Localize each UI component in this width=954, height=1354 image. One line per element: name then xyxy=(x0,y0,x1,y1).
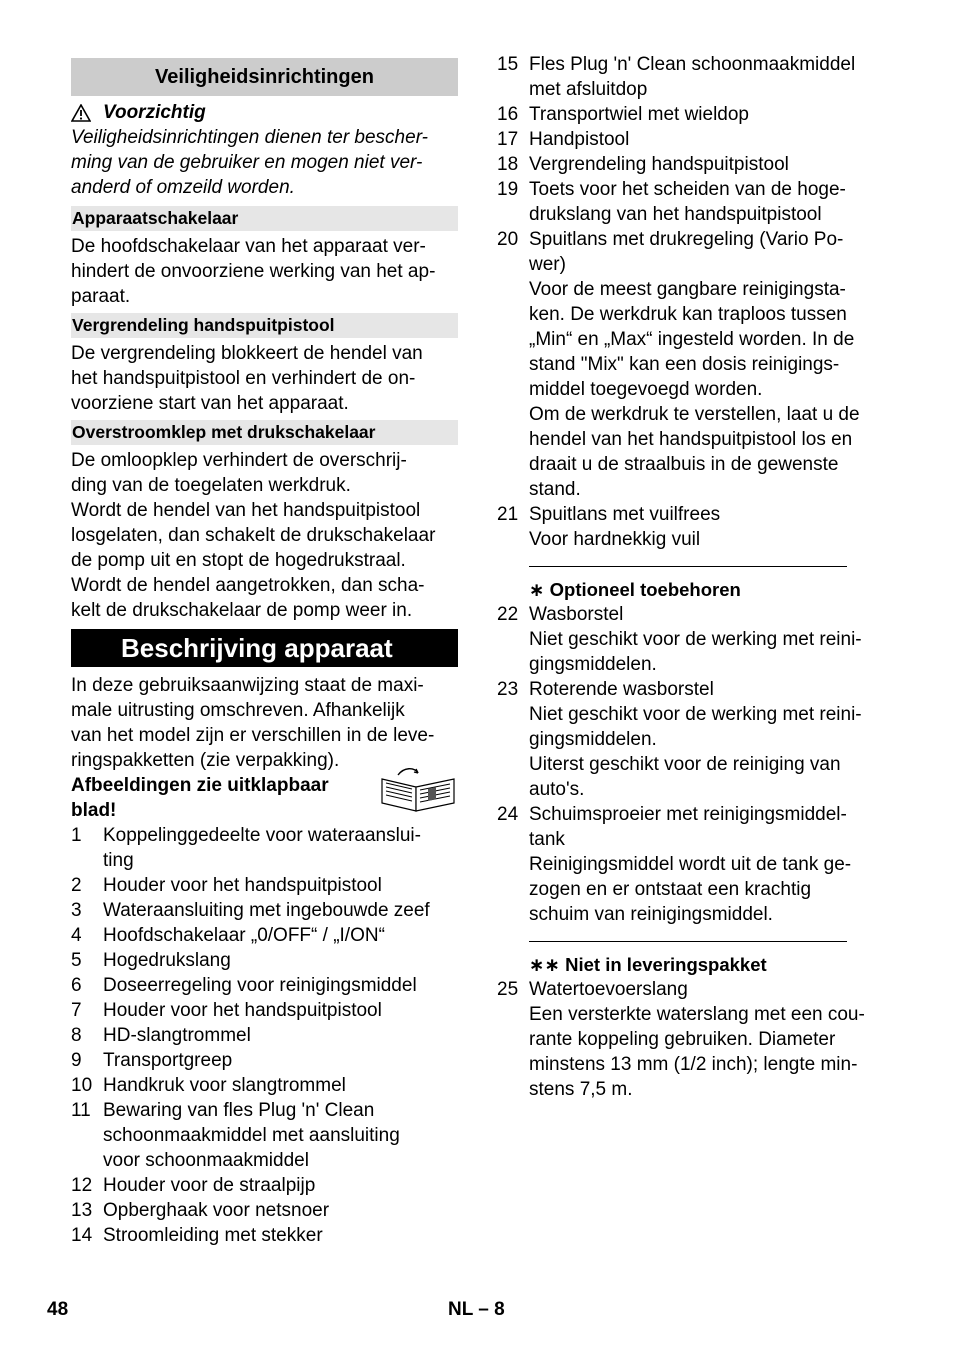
list-item-line: voor schoonmaakmiddel xyxy=(103,1150,309,1171)
list-item xyxy=(71,923,458,948)
list-item-number: 12 xyxy=(71,1175,93,1196)
list-item xyxy=(71,1048,458,1073)
list-item-line: Toets voor het scheiden van de hoge- xyxy=(529,179,846,200)
list-item-line: Niet geschikt voor de werking met reini- xyxy=(529,629,862,650)
list-item-text xyxy=(529,52,887,102)
list-item xyxy=(71,1023,458,1048)
component-list-continued xyxy=(497,52,887,552)
list-item-text xyxy=(529,802,887,927)
list-item-line: Bewaring van fles Plug 'n' Clean xyxy=(103,1100,375,1121)
list-item xyxy=(71,1173,458,1198)
list-item-line: Niet geschikt voor de werking met reini- xyxy=(529,704,862,725)
list-item-text xyxy=(103,1198,458,1223)
optional-accessories-heading: ∗ Optioneel toebehoren xyxy=(529,579,741,600)
list-item-line: ken. De werkdruk kan traploos tussen xyxy=(529,304,847,325)
list-item-line: Doseerregeling voor reinigingsmiddel xyxy=(103,975,417,996)
list-item-line: Roterende wasborstel xyxy=(529,679,714,700)
list-item-line: Om de werkdruk te verstellen, laat u de xyxy=(529,404,860,425)
body-line: de pomp uit en stopt de hogedrukstraal. xyxy=(71,550,406,571)
list-item-number: 19 xyxy=(497,179,519,200)
list-item-line: Wateraansluiting met ingebouwde zeef xyxy=(103,900,430,921)
right-column xyxy=(497,52,887,1102)
list-item xyxy=(71,823,458,873)
list-item-text xyxy=(103,1023,458,1048)
list-item-text xyxy=(103,1098,458,1173)
caution-text xyxy=(71,125,458,200)
list-item-line: Handpistool xyxy=(529,129,630,150)
list-item-text xyxy=(529,977,887,1102)
list-item-number: 14 xyxy=(71,1225,93,1246)
list-item-number: 21 xyxy=(497,504,519,525)
list-item-line: Schuimsproeier met reinigingsmiddel- xyxy=(529,804,847,825)
list-item-line: Stroomleiding met stekker xyxy=(103,1225,323,1246)
body-line: losgelaten, dan schakelt de drukschakelaar xyxy=(71,525,436,546)
list-item-line: Watertoevoerslang xyxy=(529,979,688,1000)
list-item xyxy=(71,1223,458,1248)
list-item-text xyxy=(103,823,458,873)
list-item-number: 22 xyxy=(497,604,519,625)
list-item-line: gingsmiddelen. xyxy=(529,729,657,750)
caution-line: anderd of omzeild worden. xyxy=(71,177,295,198)
subsection-heading-overflow-valve: Overstroomklep met drukschakelaar xyxy=(71,420,458,445)
list-item-line: Koppelinggedeelte voor wateraanslui- xyxy=(103,825,421,846)
list-item-text xyxy=(529,602,887,677)
list-item-number: 10 xyxy=(71,1075,93,1096)
not-included-list xyxy=(497,977,887,1102)
list-item xyxy=(497,177,887,227)
intro-line: male uitrusting omschreven. Afhankelijk xyxy=(71,700,405,721)
list-item-number: 6 xyxy=(71,975,82,996)
list-item-number: 23 xyxy=(497,679,519,700)
list-item-number: 9 xyxy=(71,1050,82,1071)
chapter-heading: Beschrijving apparaat xyxy=(71,629,458,667)
left-column xyxy=(71,58,458,1248)
list-item xyxy=(71,998,458,1023)
body-line: voorziene start van het apparaat. xyxy=(71,393,349,414)
list-item-number: 20 xyxy=(497,229,519,250)
intro-line: ringspakketten (zie verpakking). xyxy=(71,750,340,771)
body-line: kelt de drukschakelaar de pomp weer in. xyxy=(71,600,413,621)
body-line: De vergrendeling blokkeert de hendel van xyxy=(71,343,423,364)
list-item-line: hendel van het handspuitpistool los en xyxy=(529,429,853,450)
list-item-number: 3 xyxy=(71,900,82,921)
list-item-text xyxy=(103,948,458,973)
list-item-line: Uiterst geschikt voor de reiniging van xyxy=(529,754,841,775)
list-item-line: rante koppeling gebruiken. Diameter xyxy=(529,1029,836,1050)
list-item-number: 15 xyxy=(497,54,519,75)
list-item xyxy=(497,802,887,927)
subsection-heading-lock: Vergrendeling handspuitpistool xyxy=(71,313,458,338)
list-item-number: 11 xyxy=(71,1100,91,1121)
list-item-number: 16 xyxy=(497,104,519,125)
warning-triangle-icon xyxy=(71,104,91,122)
intro-line: van het model zijn er verschillen in de leve- xyxy=(71,725,435,746)
list-item-line: Voor hardnekkig vuil xyxy=(529,529,701,550)
list-item-line: Reinigingsmiddel wordt uit de tank ge- xyxy=(529,854,852,875)
separator-line xyxy=(529,941,847,942)
list-item-line: Fles Plug 'n' Clean schoonmaakmiddel xyxy=(529,54,856,75)
list-item-line: HD-slangtrommel xyxy=(103,1025,251,1046)
list-item-line: met afsluitdop xyxy=(529,79,648,100)
body-line: Wordt de hendel van het handspuitpistool xyxy=(71,500,421,521)
list-item-text xyxy=(103,923,458,948)
list-item xyxy=(71,1098,458,1173)
list-item xyxy=(497,127,887,152)
list-item-line: schoonmaakmiddel met aansluiting xyxy=(103,1125,400,1146)
list-item-line: Wasborstel xyxy=(529,604,624,625)
body-line: ding van de toegelaten werkdruk. xyxy=(71,475,351,496)
list-item-line: Houder voor de straalpijp xyxy=(103,1175,316,1196)
caution-line: Veiligheidsinrichtingen dienen ter bescher- xyxy=(71,127,429,148)
list-item-text xyxy=(103,973,458,998)
intro-line: In deze gebruiksaanwijzing staat de maxi- xyxy=(71,675,424,696)
list-item-line: Voor de meest gangbare reinigingsta- xyxy=(529,279,846,300)
list-item-line: „Min“ en „Max“ ingesteld worden. In de xyxy=(529,329,855,350)
list-item-line: stand. xyxy=(529,479,581,500)
list-item xyxy=(497,677,887,802)
foldout-booklet-icon xyxy=(378,765,458,813)
separator-line xyxy=(529,566,847,567)
body-line: Wordt de hendel aangetrokken, dan scha- xyxy=(71,575,425,596)
list-item-line: Houder voor het handspuitpistool xyxy=(103,875,382,896)
list-item xyxy=(71,1073,458,1098)
list-item-line: Transportgreep xyxy=(103,1050,233,1071)
list-item-line: Hoofdschakelaar „0/OFF“ / „I/ON“ xyxy=(103,925,385,946)
list-item-number: 7 xyxy=(71,1000,82,1021)
list-item-line: zogen en er ontstaat een krachtig xyxy=(529,879,812,900)
list-item-line: Een versterkte waterslang met een cou- xyxy=(529,1004,865,1025)
list-item-line: minstens 13 mm (1/2 inch); lengte min- xyxy=(529,1054,858,1075)
list-item-line: stand "Mix" kan een dosis reinigings- xyxy=(529,354,840,375)
list-item-text xyxy=(529,177,887,227)
list-item-number: 17 xyxy=(497,129,519,150)
caution-heading xyxy=(71,100,458,125)
figure-note xyxy=(71,773,458,823)
list-item-line: draait u de straalbuis in de gewenste xyxy=(529,454,839,475)
not-included-heading: ∗∗ Niet in leveringspakket xyxy=(529,954,767,975)
figure-note-line: Afbeeldingen zie uitklapbaar xyxy=(71,775,329,796)
list-item-text xyxy=(529,227,887,502)
list-item-line: tank xyxy=(529,829,565,850)
list-item-line: Spuitlans met drukregeling (Vario Po- xyxy=(529,229,844,250)
list-item xyxy=(497,977,887,1102)
list-item xyxy=(497,502,887,552)
list-item-text xyxy=(529,102,887,127)
caution-line: ming van de gebruiker en mogen niet ver- xyxy=(71,152,423,173)
list-item xyxy=(71,1198,458,1223)
list-item-line: ting xyxy=(103,850,134,871)
list-item-text xyxy=(103,1173,458,1198)
body-line: paraat. xyxy=(71,286,131,307)
list-item-line: middel toegevoegd worden. xyxy=(529,379,763,400)
list-item xyxy=(497,152,887,177)
optional-accessories-list xyxy=(497,602,887,927)
list-item-number: 5 xyxy=(71,950,82,971)
list-item-number: 18 xyxy=(497,154,519,175)
list-item-number: 4 xyxy=(71,925,82,946)
list-item-number: 13 xyxy=(71,1200,93,1221)
list-item-text xyxy=(529,152,887,177)
list-item-number: 24 xyxy=(497,804,519,825)
list-item xyxy=(497,102,887,127)
component-list xyxy=(71,823,458,1248)
list-item-number: 1 xyxy=(71,825,82,846)
list-item-line: stens 7,5 m. xyxy=(529,1079,633,1100)
list-item-line: Hogedrukslang xyxy=(103,950,231,971)
list-item-line: Houder voor het handspuitpistool xyxy=(103,1000,382,1021)
body-line: De omloopklep verhindert de overschrij- xyxy=(71,450,407,471)
list-item-text xyxy=(103,898,458,923)
list-item-number: 8 xyxy=(71,1025,82,1046)
list-item xyxy=(71,948,458,973)
list-item-number: 2 xyxy=(71,875,82,896)
list-item-text xyxy=(529,502,887,552)
list-item-text xyxy=(529,677,887,802)
list-item-line: Vergrendeling handspuitpistool xyxy=(529,154,789,175)
list-item-line: drukslang van het handspuitpistool xyxy=(529,204,822,225)
page-number: 48 xyxy=(47,1299,69,1320)
list-item-text xyxy=(529,127,887,152)
list-item-line: schuim van reinigingsmiddel. xyxy=(529,904,773,925)
list-item xyxy=(497,227,887,502)
caution-label: Voorzichtig xyxy=(103,102,206,123)
list-item-line: Spuitlans met vuilfrees xyxy=(529,504,721,525)
list-item-text xyxy=(103,873,458,898)
list-item-line: auto's. xyxy=(529,779,585,800)
body-line: hindert de onvoorziene werking van het ap- xyxy=(71,261,436,282)
list-item-number: 25 xyxy=(497,979,519,1000)
list-item-text xyxy=(103,1073,458,1098)
list-item-line: Opberghaak voor netsnoer xyxy=(103,1200,330,1221)
list-item-text xyxy=(103,1223,458,1248)
list-item-line: wer) xyxy=(529,254,566,275)
list-item-line: gingsmiddelen. xyxy=(529,654,657,675)
list-item-line: Transportwiel met wieldop xyxy=(529,104,749,125)
list-item-text xyxy=(103,998,458,1023)
list-item-text xyxy=(103,1048,458,1073)
body-line: het handspuitpistool en verhindert de on- xyxy=(71,368,416,389)
list-item xyxy=(497,602,887,677)
list-item xyxy=(71,973,458,998)
subsection-heading-device-switch: Apparaatschakelaar xyxy=(71,206,458,231)
section-heading-safety: Veiligheidsinrichtingen xyxy=(71,58,458,96)
body-line: De hoofdschakelaar van het apparaat ver- xyxy=(71,236,426,257)
list-item-line: Handkruk voor slangtrommel xyxy=(103,1075,346,1096)
list-item xyxy=(71,873,458,898)
list-item xyxy=(71,898,458,923)
language-page-label: NL – 8 xyxy=(448,1299,505,1320)
figure-note-line: blad! xyxy=(71,800,117,821)
list-item xyxy=(497,52,887,102)
